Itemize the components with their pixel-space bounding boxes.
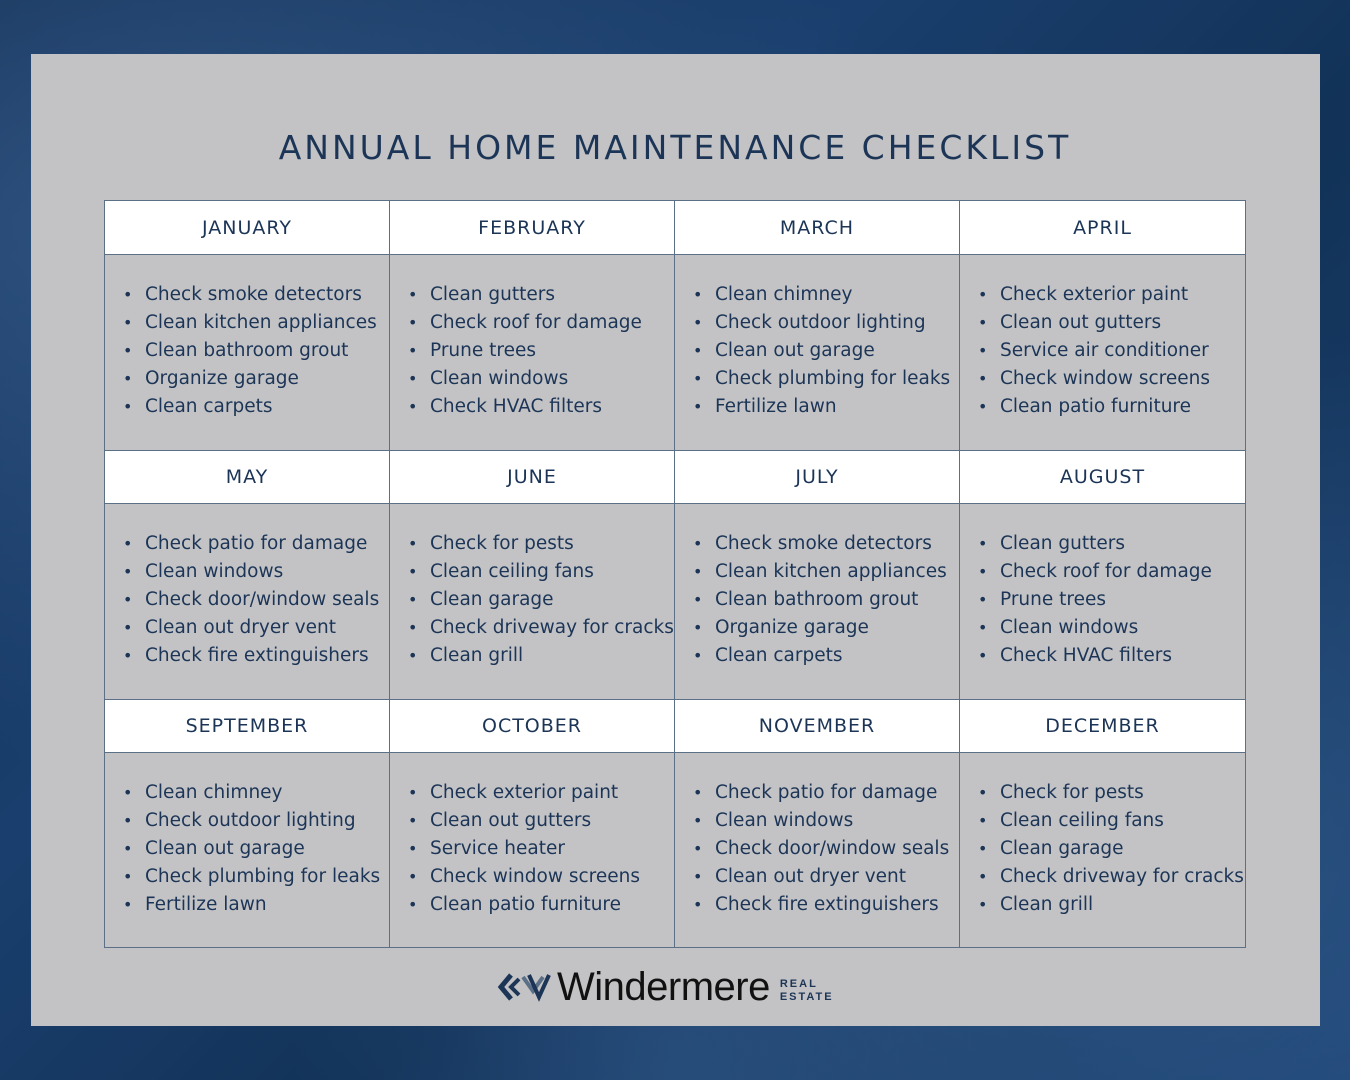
month-task-list	[675, 254, 960, 450]
month-task-list	[675, 752, 960, 948]
logo-sub-real: REAL	[779, 978, 818, 990]
month-header: JANUARY	[105, 201, 390, 254]
task-item: • Check door/window seals	[123, 586, 389, 614]
task-item: • Clean out garage	[123, 835, 389, 863]
month-task-list	[960, 503, 1245, 699]
task-item: • Check outdoor lighting	[123, 807, 389, 835]
task-item: • Clean carpets	[693, 642, 959, 670]
task-item: • Check for pests	[978, 779, 1245, 807]
windermere-logo	[497, 964, 834, 1010]
task-item: • Check driveway for cracks	[978, 863, 1245, 891]
month-task-list	[105, 254, 390, 450]
task-item: • Clean patio furniture	[978, 393, 1245, 421]
month-task-list	[105, 752, 390, 948]
task-item: • Check patio for damage	[123, 530, 389, 558]
task-item: • Clean bathroom grout	[693, 586, 959, 614]
page-title: ANNUAL HOME MAINTENANCE CHECKLIST	[278, 128, 1072, 167]
month-header: JULY	[675, 450, 960, 503]
task-item: • Clean ceiling fans	[408, 558, 674, 586]
task-item: • Clean gutters	[978, 530, 1245, 558]
month-header: FEBRUARY	[390, 201, 675, 254]
task-item: • Clean kitchen appliances	[693, 558, 959, 586]
task-item: • Clean patio furniture	[408, 891, 674, 919]
task-item: • Clean grill	[408, 642, 674, 670]
task-item: • Clean chimney	[693, 281, 959, 309]
task-item: • Check window screens	[408, 863, 674, 891]
task-item: • Fertilize lawn	[123, 891, 389, 919]
task-item: • Check outdoor lighting	[693, 309, 959, 337]
task-item: • Check HVAC filters	[978, 642, 1245, 670]
month-header: NOVEMBER	[675, 699, 960, 752]
task-item: • Clean kitchen appliances	[123, 309, 389, 337]
task-item: • Check roof for damage	[978, 558, 1245, 586]
task-item: • Prune trees	[978, 586, 1245, 614]
task-item: • Clean out garage	[693, 337, 959, 365]
logo-subtitle	[780, 978, 834, 1004]
task-item: • Fertilize lawn	[693, 393, 959, 421]
task-item: • Clean windows	[408, 365, 674, 393]
month-task-list	[960, 752, 1245, 948]
logo-sub-estate: ESTATE	[779, 991, 834, 1003]
task-item: • Clean garage	[978, 835, 1245, 863]
task-item: • Check exterior paint	[978, 281, 1245, 309]
task-item: • Clean ceiling fans	[978, 807, 1245, 835]
checklist-grid	[104, 200, 1246, 948]
task-item: • Clean out gutters	[978, 309, 1245, 337]
task-item: • Clean chimney	[123, 779, 389, 807]
task-item: • Check for pests	[408, 530, 674, 558]
task-item: • Check HVAC filters	[408, 393, 674, 421]
month-header: AUGUST	[960, 450, 1245, 503]
task-item: • Check fire extinguishers	[123, 642, 389, 670]
task-item: • Check plumbing for leaks	[123, 863, 389, 891]
task-item: • Check door/window seals	[693, 835, 959, 863]
task-item: • Check fire extinguishers	[693, 891, 959, 919]
month-header: MAY	[105, 450, 390, 503]
task-item: • Service air conditioner	[978, 337, 1245, 365]
task-item: • Organize garage	[123, 365, 389, 393]
logo-wordmark: Windermere	[557, 965, 770, 1009]
task-item: • Clean carpets	[123, 393, 389, 421]
month-header: JUNE	[390, 450, 675, 503]
month-header: DECEMBER	[960, 699, 1245, 752]
month-task-list	[960, 254, 1245, 450]
task-item: • Clean windows	[978, 614, 1245, 642]
month-header: SEPTEMBER	[105, 699, 390, 752]
task-item: • Clean out dryer vent	[693, 863, 959, 891]
task-item: • Clean windows	[123, 558, 389, 586]
task-item: • Clean out dryer vent	[123, 614, 389, 642]
task-item: • Check exterior paint	[408, 779, 674, 807]
month-task-list	[390, 254, 675, 450]
month-task-list	[390, 752, 675, 948]
month-header: APRIL	[960, 201, 1245, 254]
task-item: • Check smoke detectors	[693, 530, 959, 558]
task-item: • Check plumbing for leaks	[693, 365, 959, 393]
task-item: • Clean windows	[693, 807, 959, 835]
task-item: • Clean grill	[978, 891, 1245, 919]
task-item: • Clean bathroom grout	[123, 337, 389, 365]
month-task-list	[105, 503, 390, 699]
month-task-list	[675, 503, 960, 699]
task-item: • Clean out gutters	[408, 807, 674, 835]
task-item: • Clean gutters	[408, 281, 674, 309]
task-item: • Check roof for damage	[408, 309, 674, 337]
task-item: • Organize garage	[693, 614, 959, 642]
task-item: • Clean garage	[408, 586, 674, 614]
task-item: • Check window screens	[978, 365, 1245, 393]
month-header: OCTOBER	[390, 699, 675, 752]
task-item: • Service heater	[408, 835, 674, 863]
task-item: • Check driveway for cracks	[408, 614, 674, 642]
task-item: • Check smoke detectors	[123, 281, 389, 309]
month-header: MARCH	[675, 201, 960, 254]
task-item: • Check patio for damage	[693, 779, 959, 807]
task-item: • Prune trees	[408, 337, 674, 365]
month-task-list	[390, 503, 675, 699]
windermere-logo-icon	[497, 969, 551, 1005]
